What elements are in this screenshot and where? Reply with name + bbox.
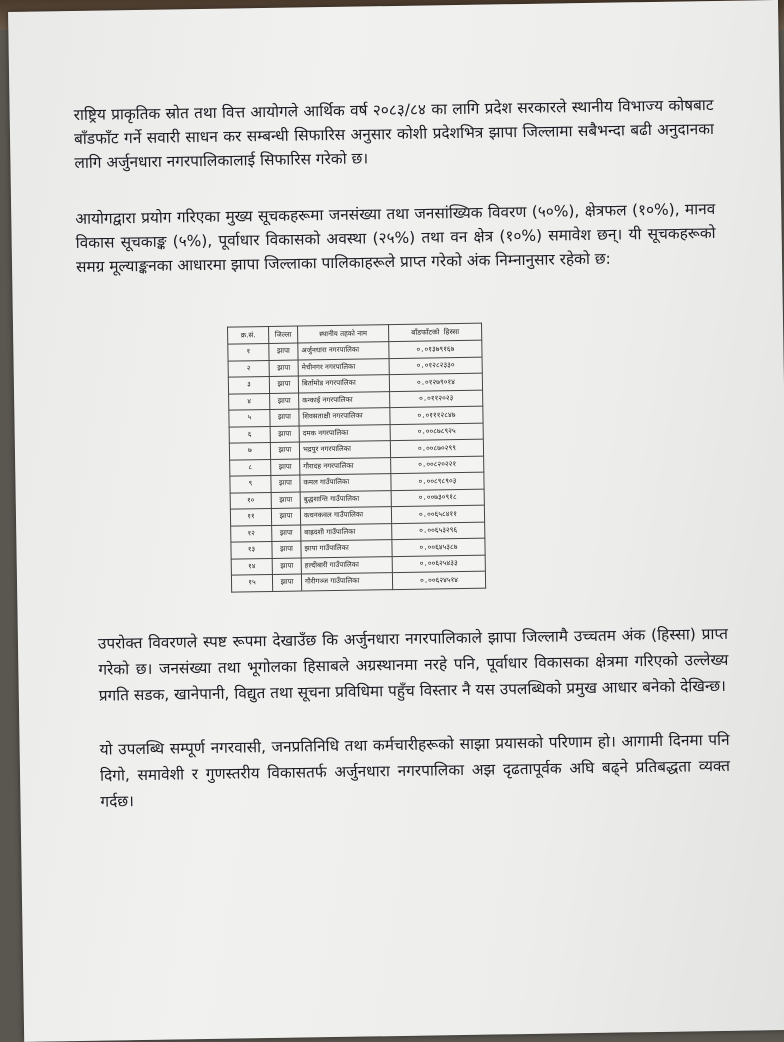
cell-serial: ७ [229,442,270,459]
cell-share: ०.००६५३२९६ [392,522,485,540]
cell-share: ०.००६४५३८७ [392,538,485,556]
cell-serial: १४ [231,558,272,575]
cell-local-level: हल्दीबारी गाउँपालिका [301,556,392,574]
cell-local-level: बाह्रदशी गाउँपालिका [301,523,392,541]
cell-local-level: शिवसताक्षी नगरपालिका [299,408,390,426]
cell-district: झापा [270,393,299,410]
cell-share: ०.००८९८९०३ [391,472,484,490]
header-local-level: स्थानीय तहको नाम [298,325,389,343]
cell-local-level: कन्काई नगरपालिका [299,391,390,409]
cell-district: झापा [271,459,300,476]
cell-share: ०.०१११२८४७ [390,406,483,424]
cell-serial: १३ [231,541,272,558]
intro-paragraph: राष्ट्रिय प्राकृतिक स्रोत तथा वित्त आयोगले आर्थिक वर्ष २०८३/८४ का लागि प्रदेश सरकारले स्थानीय विभाज्य कोषबाट बाँडफाँट गर्ने सवारी साधन कर सम्बन्धी सिफारिस अनुसार कोशी प्रदेशभित्र झापा जिल्लामा सबैभन्दा बढी अनुदानका लागि अर्जुनधारा नगरपालिकालाई सिफारिस गरेको छ। [73,95,715,173]
cell-serial: १० [230,492,271,509]
cell-share: ०.००८७०२९९ [390,439,483,457]
cell-serial: ११ [230,508,271,525]
cell-district: झापा [272,525,301,542]
cell-district: झापा [272,541,301,558]
cell-district: झापा [269,376,298,393]
indicators-paragraph: आयोगद्वारा प्रयोग गरिएका मुख्य सूचकहरूमा जनसंख्या तथा जनसांख्यिक विवरण (५०%), क्षेत्रफल (१०%), मानव विकास सूचकाङ्क (५%), पूर्वाधार विकासको अवस्था (२५%) तथा वन क्षेत्र (१०%) समावेश छन्। यी सूचकहरूको समग्र मूल्याङ्कनका आधारमा झापा जिल्लाका पालिकाहरूले प्राप्त गरेको अंक निम्नानुसार रहेको छ: [75,199,716,277]
cell-share: ०.०१२७९०१४ [389,373,482,391]
cell-local-level: कमल गाउँपालिका [300,474,391,492]
cell-serial: ३ [228,376,269,393]
cell-serial: ४ [229,393,270,410]
cell-serial: १२ [231,525,272,542]
cell-local-level: गौरीगञ्ज गाउँपालिका [301,573,392,591]
cell-local-level: झापा गाउँपालिका [301,540,392,558]
cell-share: ०.००८२०२२१ [391,456,484,474]
cell-local-level: दमक नगरपालिका [299,424,390,442]
cell-serial: २ [228,360,269,377]
cell-serial: ९ [230,475,271,492]
cell-serial: ५ [229,409,270,426]
cell-share: ०.००८७८९२५ [390,423,483,441]
cell-district: झापा [269,360,298,377]
analysis-paragraph: उपरोक्त विवरणले स्पष्ट रूपमा देखाउँछ कि अर्जुनधारा नगरपालिकाले झापा जिल्लामै उच्चतम अंक (हिस्सा) प्राप्त गरेको छ। जनसंख्या तथा भूगोलका हिसाबले अग्रस्थानमा नरहे पनि, पूर्वाधार विकासका क्षेत्रमा गरिएको उल्लेख्य प्रगति सडक, खानेपानी, विद्युत तथा सूचना प्रविधिमा पहुँच विस्तार नै यस उपलब्धिको प्रमुख आधार बनेको देखिन्छ। [97,624,729,705]
cell-local-level: बुद्धशान्ति गाउँपालिका [300,490,391,508]
allocation-table [227,323,486,592]
cell-share: ०.०१२८२३३० [389,357,482,375]
cell-share: ०.०१३७९१६७ [389,340,482,358]
cell-district: झापा [271,508,300,525]
cell-share: ०.००६२५४३३ [392,555,485,573]
cell-local-level: अर्जुनधारा नगरपालिका [298,342,389,360]
cell-serial: ८ [230,459,271,476]
cell-share: ०.०११२०२३ [390,390,483,408]
header-share: बाँडफाँटको हिस्सा [389,323,482,341]
cell-local-level: मेचीनगर नगरपालिका [298,358,389,376]
cell-district: झापा [270,409,299,426]
header-district: जिल्ला [269,326,298,343]
cell-district: झापा [271,492,300,509]
cell-district: झापा [269,343,298,360]
paper-page [8,0,784,1042]
cell-local-level: कचनकवल गाउँपालिका [300,507,391,525]
cell-district: झापा [272,574,301,591]
cell-share: ०.००७३०९१८ [391,489,484,507]
cell-district: झापा [270,426,299,443]
cell-serial: ६ [229,426,270,443]
cell-district: झापा [272,558,301,575]
cell-local-level: गौरादह नगरपालिका [300,457,391,475]
cell-serial: १५ [231,574,272,591]
cell-share: ०.००६२४५१४ [392,571,485,589]
cell-local-level: भद्रपुर नगरपालिका [299,441,390,459]
cell-local-level: बिर्तामोड नगरपालिका [298,375,389,393]
table-row [231,571,485,591]
cell-district: झापा [271,475,300,492]
header-serial: क्र.सं. [228,326,269,344]
cell-district: झापा [270,442,299,459]
cell-serial: १ [228,343,269,360]
table-body [228,340,486,591]
closing-paragraph: यो उपलब्धि सम्पूर्ण नगरवासी, जनप्रतिनिधि तथा कर्मचारीहरूको साझा प्रयासको परिणाम हो। आगामी दिनमा पनि दिगो, समावेशी र गुणस्तरीय विकासतर्फ अर्जुनधारा नगरपालिका अझ दृढतापूर्वक अघि बढ्ने प्रतिबद्धता व्यक्त गर्दछ। [99,730,731,811]
cell-share: ०.००६५८४११ [391,505,484,523]
